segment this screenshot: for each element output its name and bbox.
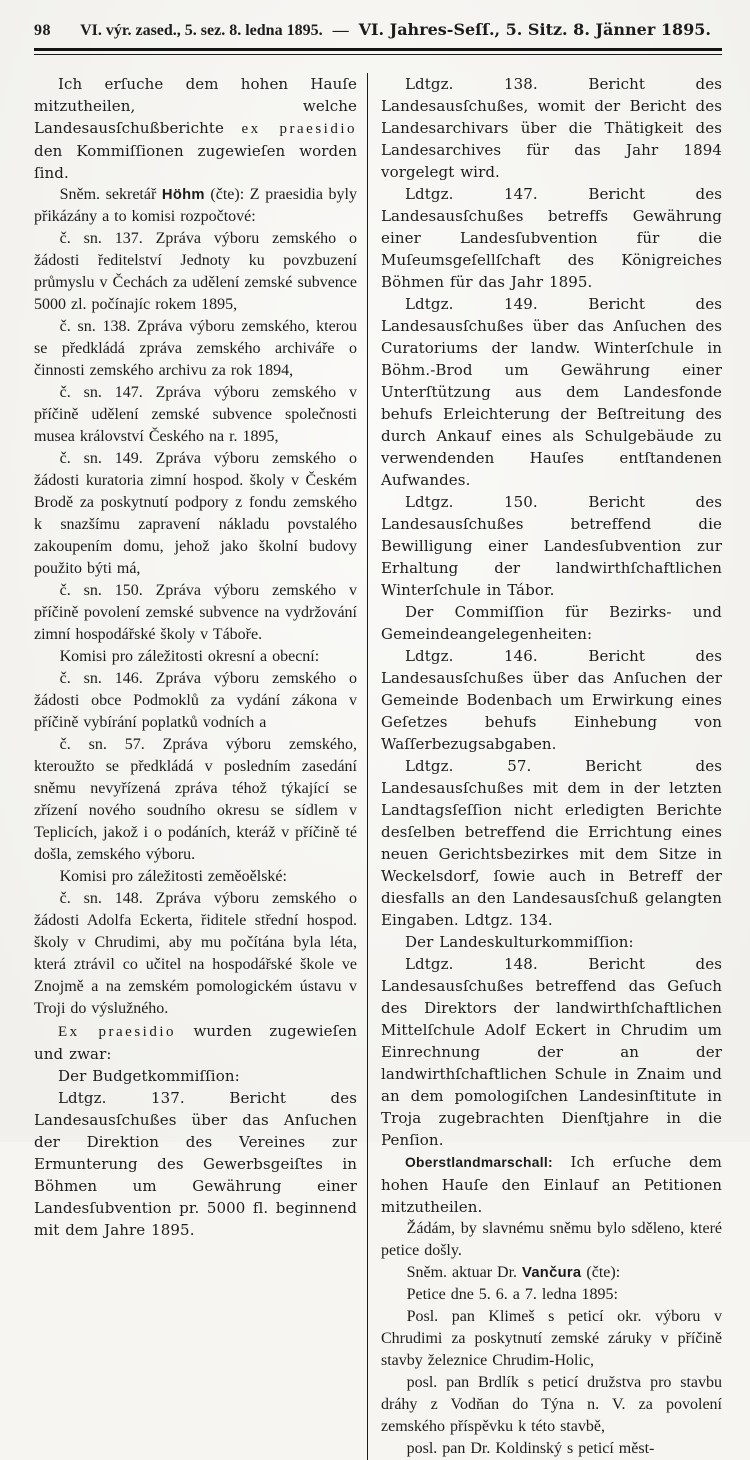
text-run: Ldtgz. 150. Bericht des Landesausſchußes betreffend die Bewilligung einer Landesſubvention zur Erhaltung der landwirthſchaftlichen Winterſchule in Tábor. (381, 493, 722, 599)
page-title (69, 20, 722, 41)
paragraph (34, 646, 357, 668)
paragraph (34, 184, 357, 228)
text-run: Posl. pan Klimeš s peticí okr. výboru v Chrudimi za poskytnutí zemské záruky v příčině stavby železnice Chrudim-Holic, (381, 1308, 722, 1369)
text-run: Ex praesidio (58, 1024, 176, 1040)
header-title-german: VI. Jahres-Seſſ., 5. Sitz. 8. Jänner 1895. (358, 20, 711, 39)
text-run: č. sn. 57. Zpráva výboru zemského, kteroužto se předkládá v posledním zasedání sněmu nevyřízená zpráva téhož týkající se zřízení nového soudního okresu se sídlem v Teplicích, jakož i o podáních, kteráž v příčině té došla, zemského výboru. (34, 736, 357, 863)
text-run: posl. pan Brdlík s peticí družstva pro stavbu dráhy z Vodňan do Týna n. V. za povolení zemského příspěvku k této stavbě, (381, 1374, 722, 1435)
paragraph (381, 293, 722, 491)
paragraph (34, 734, 357, 866)
text-run: č. sn. 148. Zpráva výboru zemského o žádosti Adolfa Eckerta, řiditele střední hospod. školy v Chrudimi, aby mu počítána byla léta, která ztrávil co učitel na hospodářské škole ve Znojmě a na zemském pomologickém ústavu v Troji do výslužného. (34, 890, 357, 1017)
right-column (368, 73, 722, 1460)
header-separator: — (332, 22, 349, 39)
text-run: Der Landeskulturkommiſſion: (405, 933, 634, 951)
text-run: Žádám, by slavnému sněmu bylo sděleno, které petice došly. (381, 1220, 722, 1259)
text-run: Sněm. sekretář (59, 186, 162, 203)
text-run: Ldtgz. 148. Bericht des Landesausſchußes betreffend das Geſuch des Direktors der landwirthſchaftlichen Mittelſchule Adolf Eckert in Chrudim um Einrechnung der an der landwirthſchaftlichen Schule in Znaim und an dem pomologiſchen Landesinſtitute in Troja zugebrachten Dienſtjahre in die Penſion. (381, 955, 722, 1149)
text-run: Ich erſuche dem hohen Hauſe den Einlauf an Petitionen mitzutheilen. (381, 1153, 722, 1216)
paragraph (381, 1218, 722, 1262)
text-run: Ldtgz. 149. Bericht des Landesausſchußes über das Anſuchen des Curatoriums der landw. Winterſchule in Böhm.-Brod um Gewährung einer Unterſtützung aus dem Landesfonde behufs Erleichterung der Beſtreitung des durch Ankauf eines als Schulgebäude zu verwendenden Hauſes entſtandenen Aufwandes. (381, 295, 722, 489)
paragraph (381, 601, 722, 645)
paragraph (381, 755, 722, 931)
text-run: Ich erſuche dem hohen Hauſe mitzutheilen, welche Landesausſchußberichte (34, 75, 357, 137)
text-run: Sněm. aktuar Dr. (406, 1264, 523, 1281)
text-run: Petice dne 5. 6. a 7. ledna 1895: (406, 1286, 618, 1303)
paragraph (381, 491, 722, 601)
text-run: ex praesidio (241, 121, 357, 137)
speaker-name: Oberstlandmarschall: (405, 1155, 553, 1170)
paragraph (381, 1306, 722, 1372)
text-run: Komisi pro záležitosti okresní a obecní: (59, 648, 320, 665)
paragraph (34, 1087, 357, 1241)
paragraph (34, 1020, 357, 1065)
text-run: Der Commiſſion für Bezirks- und Gemeindeangelegenheiten: (381, 603, 722, 643)
paragraph (381, 931, 722, 953)
header-rule (34, 48, 722, 55)
text-run: Ldtgz. 57. Bericht des Landesausſchußes mit dem in der letzten Landtagsſeſſion nicht erledigten Berichte desſelben betreffend die Errichtung eines neuen Gerichtsbezirkes mit dem Sitze in Weckelsdorf, ſowie auch in Betreff der diesfalls an den Landesausſchuß gelangten Eingaben. Ldtgz. 134. (381, 757, 722, 929)
text-run: Ldtgz. 138. Bericht des Landesausſchußes, womit der Bericht des Landesarchivars über die Thätigkeit des Landesarchives für das Jahr 1894 vorgelegt wird. (381, 75, 722, 181)
speaker-name: Vančura (522, 1265, 582, 1281)
paragraph (381, 953, 722, 1151)
paragraph (381, 1151, 722, 1218)
page-number: 98 (34, 22, 51, 39)
paragraph (34, 888, 357, 1020)
paragraph (34, 580, 357, 646)
text-run: (čte): (581, 1264, 621, 1281)
text-run: (čte): Z praesidia byly přikázány a to komisi rozpočtové: (34, 186, 357, 225)
paragraph (34, 1065, 357, 1087)
paragraph (34, 73, 357, 184)
text-run: Der Budgetkommiſſion: (58, 1067, 240, 1085)
paragraph (34, 228, 357, 316)
left-column (34, 73, 368, 1460)
running-head (34, 20, 722, 41)
text-run: č. sn. 150. Zpráva výboru zemského v příčině povolení zemské subvence na vydržování zimní hospodářské školy v Táboře. (34, 582, 357, 643)
text-run: den Kommiſſionen zugewieſen worden ſind. (34, 142, 357, 182)
paragraph (381, 73, 722, 183)
text-run: posl. pan Dr. Koldinský s peticí měst- (406, 1440, 655, 1457)
text-run: Ldtgz. 146. Bericht des Landesausſchußes über das Anſuchen der Gemeinde Bodenbach um Erwirkung eines Geſetzes behufs Einhebung von Waſſerbezugsabgaben. (381, 647, 722, 753)
text-run: wurden zugewieſen und zwar: (34, 1022, 357, 1063)
text-run: Komisi pro záležitosti zeměoělské: (59, 868, 287, 885)
text-run: č. sn. 146. Zpráva výboru zemského o žádosti obce Podmoklů za vydání zákona v příčině vybírání poplatků vodních a (34, 670, 357, 731)
paragraph (34, 316, 357, 382)
two-column-text-body (34, 73, 722, 1460)
paragraph (381, 645, 722, 755)
header-title-czech: VI. výr. zased., 5. sez. 8. ledna 1895. (80, 22, 323, 39)
text-run: č. sn. 147. Zpráva výboru zemského v příčině udělení zemské subvence společnosti musea království Českého na r. 1895, (34, 384, 357, 445)
paragraph (381, 1284, 722, 1306)
text-run: č. sn. 137. Zpráva výboru zemského o žádosti ředitelství Jednoty ku povzbuzení průmyslu v Čechách za udělení zemské subvence 5000 zl. počínajíc rokem 1895, (34, 230, 357, 313)
paragraph (381, 1372, 722, 1438)
text-run: Ldtgz. 137. Bericht des Landesausſchußes über das Anſuchen der Direktion des Vereines zur Ermunterung des Gewerbsgeiſtes in Böhmen um Gewährung einer Landesſubvention pr. 5000 fl. beginnend mit dem Jahre 1895. (34, 1089, 357, 1239)
paragraph (381, 183, 722, 293)
paragraph (34, 668, 357, 734)
paragraph (34, 382, 357, 448)
speaker-name: Höhm (161, 187, 205, 203)
text-run: Ldtgz. 147. Bericht des Landesausſchußes betreffs Gewährung einer Landesſubvention für die Muſeumsgeſellſchaft des Königreiches Böhmen für das Jahr 1895. (381, 185, 722, 291)
text-run: č. sn. 149. Zpráva výboru zemského o žádosti kuratoria zimní hospod. školy v Českém Brodě za poskytnutí podpory z fondu zemského k snazšímu zapravení nákladu povstalého zakoupením domu, jehož jako školní budovy použito býti má, (34, 450, 357, 577)
paragraph (381, 1438, 722, 1460)
paragraph (381, 1262, 722, 1284)
paragraph (34, 866, 357, 888)
text-run: č. sn. 138. Zpráva výboru zemského, kterou se předkládá zpráva zemského archiváře o činnosti zemského archivu za rok 1894, (34, 318, 357, 379)
paragraph (34, 448, 357, 580)
